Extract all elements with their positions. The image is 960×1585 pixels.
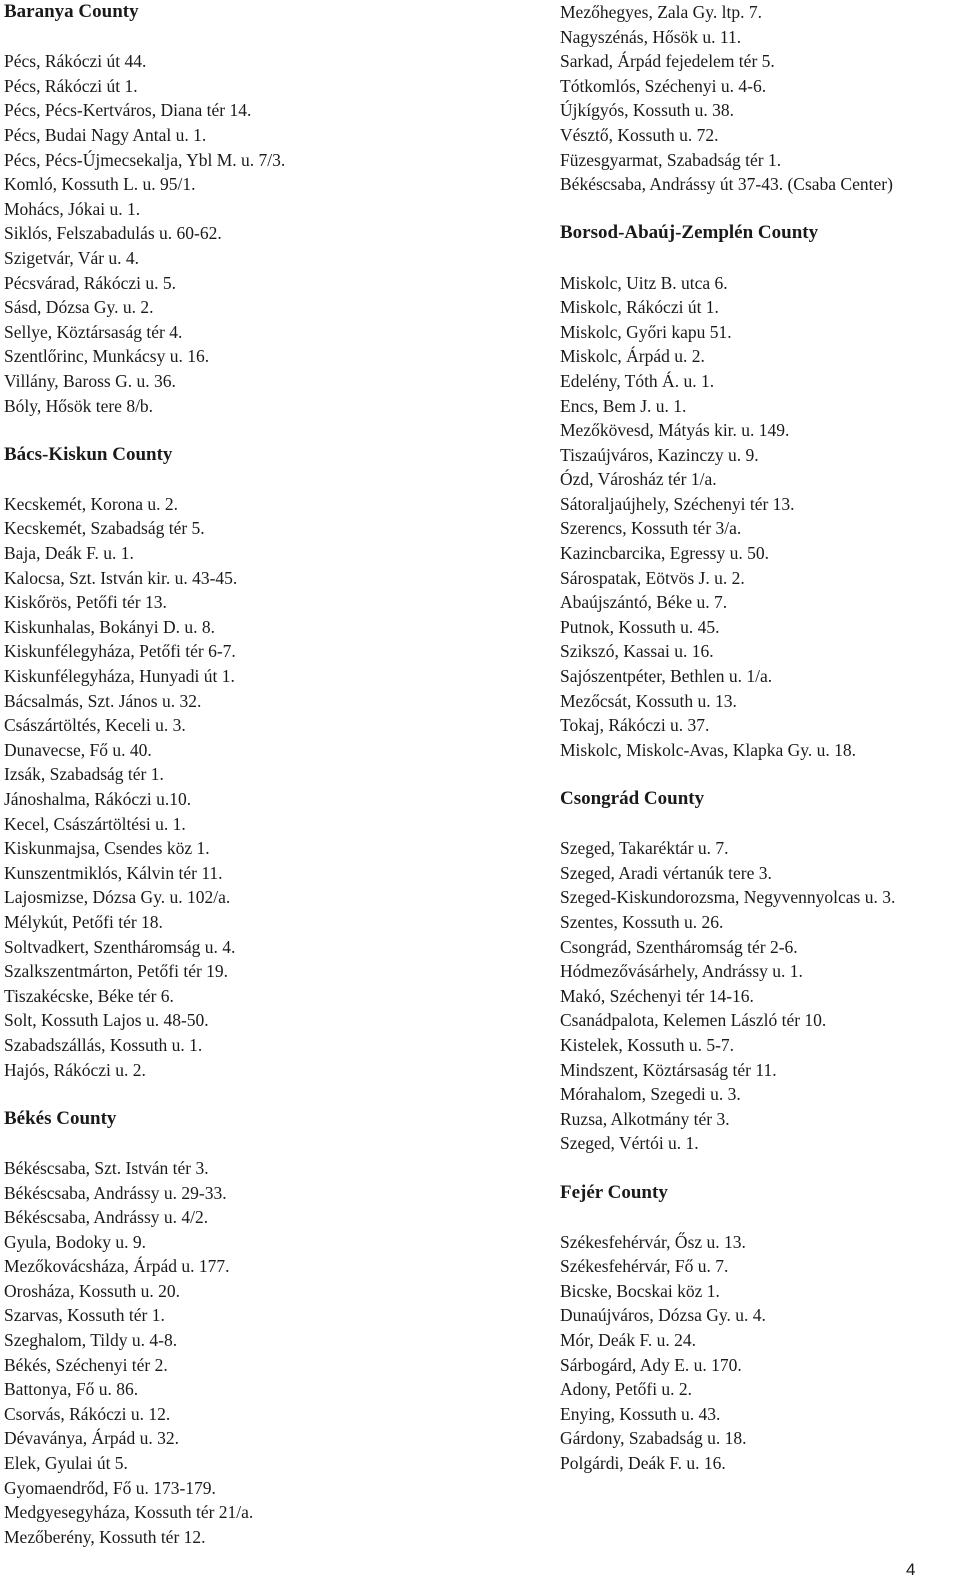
address-line: Villány, Baross G. u. 36. (4, 370, 176, 391)
address-line: Tokaj, Rákóczi u. 37. (560, 715, 710, 736)
address-line: Gyula, Bodoky u. 9. (4, 1231, 146, 1252)
address-line: Mezőhegyes, Zala Gy. ltp. 7. (560, 2, 763, 22)
address-line: Miskolc, Árpád u. 2. (560, 346, 705, 367)
address-line: Pécs, Pécs-Újmecsekalja, Ybl M. u. 7/3. (4, 149, 286, 170)
address-line: Székesfehérvár, Ősz u. 13. (560, 1231, 746, 1252)
county-heading: Baranya County (4, 1, 139, 22)
address-line: Kiskunmajsa, Csendes köz 1. (4, 838, 210, 859)
address-line: Putnok, Kossuth u. 45. (560, 616, 720, 637)
address-line: Enying, Kossuth u. 43. (560, 1403, 721, 1424)
address-line: Kalocsa, Szt. István kir. u. 43-45. (4, 567, 238, 588)
address-line: Encs, Bem J. u. 1. (560, 395, 687, 416)
address-line: Kiskunfélegyháza, Hunyadi út 1. (4, 666, 235, 687)
address-line: Bóly, Hősök tere 8/b. (4, 395, 154, 416)
county-heading: Csongrád County (560, 788, 705, 809)
page-number: 4 (906, 1560, 916, 1579)
address-line: Pécs, Budai Nagy Antal u. 1. (4, 124, 207, 145)
address-line: Mélykút, Petőfi tér 18. (4, 911, 163, 932)
address-line: Lajosmizse, Dózsa Gy. u. 102/a. (4, 887, 231, 908)
address-line: Miskolc, Rákóczi út 1. (560, 297, 719, 318)
county-section-bacs-kiskun-county (4, 418, 544, 1082)
address-line: Kazincbarcika, Egressy u. 50. (560, 543, 769, 564)
county-section-fejer-county (560, 1156, 956, 1476)
address-line: Solt, Kossuth Lajos u. 48-50. (4, 1010, 209, 1031)
address-line: Szeged-Kiskundorozsma, Negyvennyolcas u. 3. (560, 887, 896, 908)
address-line: Medgyesegyháza, Kossuth tér 21/a. (4, 1502, 254, 1523)
county-section-baranya-county (4, 0, 544, 418)
continued-address-list (560, 0, 956, 197)
address-line: Pécs, Pécs-Kertváros, Diana tér 14. (4, 100, 252, 121)
address-line: Mór, Deák F. u. 24. (560, 1330, 696, 1351)
county-heading: Békés County (4, 1107, 117, 1129)
address-line: Bicske, Bocskai köz 1. (560, 1280, 720, 1301)
county-section-bekes-county (4, 1082, 544, 1549)
section-spacer (560, 1156, 956, 1181)
address-line: Sellye, Köztársaság tér 4. (4, 321, 183, 342)
address-line: Pécs, Rákóczi út 1. (4, 75, 138, 96)
address-line: Mohács, Jókai u. 1. (4, 198, 141, 219)
address-line: Mezőkovácsháza, Árpád u. 177. (4, 1256, 230, 1277)
address-line: Gyomaendrőd, Fő u. 173-179. (4, 1477, 216, 1498)
address-line: Dévaványa, Árpád u. 32. (4, 1428, 179, 1449)
address-line: Csongrád, Szentháromság tér 2-6. (560, 936, 798, 957)
address-line: Kecel, Császártöltési u. 1. (4, 813, 186, 834)
address-line: Szeged, Takaréktár u. 7. (560, 838, 729, 859)
address-line: Gárdony, Szabadság u. 18. (560, 1428, 747, 1449)
address-line: Mindszent, Köztársaság tér 11. (560, 1059, 777, 1080)
address-line: Mezőberény, Kossuth tér 12. (4, 1526, 206, 1547)
address-line: Sárbogárd, Ady E. u. 170. (560, 1354, 742, 1375)
section-spacer (560, 197, 956, 222)
address-line: Kunszentmiklós, Kálvin tér 11. (4, 862, 223, 883)
address-line: Baja, Deák F. u. 1. (4, 543, 134, 564)
address-line: Kecskemét, Korona u. 2. (4, 493, 178, 514)
address-line: Békéscsaba, Andrássy út 37-43. (Csaba Center) (560, 174, 893, 195)
address-line: Békéscsaba, Andrássy u. 29-33. (4, 1182, 227, 1203)
address-line: Mezőkövesd, Mátyás kir. u. 149. (560, 420, 790, 441)
address-line: Sajószentpéter, Bethlen u. 1/a. (560, 666, 773, 687)
address-line: Császártöltés, Keceli u. 3. (4, 715, 186, 736)
address-line: Szikszó, Kassai u. 16. (560, 641, 714, 662)
county-section-borsod-abauj-zemplen-county (560, 197, 956, 763)
section-spacer (4, 1082, 544, 1107)
county-section-csongrad-county (560, 762, 956, 1156)
address-line: Szentlőrinc, Munkácsy u. 16. (4, 346, 210, 367)
address-line: Tiszaújváros, Kazinczy u. 9. (560, 444, 759, 465)
address-line: Szeged, Aradi vértanúk tere 3. (560, 862, 772, 883)
address-line: Mórahalom, Szegedi u. 3. (560, 1084, 741, 1105)
address-line: Miskolc, Miskolc-Avas, Klapka Gy. u. 18. (560, 739, 857, 760)
address-line: Edelény, Tóth Á. u. 1. (560, 370, 715, 391)
address-line: Jánoshalma, Rákóczi u.10. (4, 789, 192, 809)
address-line: Battonya, Fő u. 86. (4, 1379, 139, 1400)
address-line: Békés, Széchenyi tér 2. (4, 1354, 168, 1375)
address-line: Székesfehérvár, Fő u. 7. (560, 1256, 729, 1277)
address-line: Szarvas, Kossuth tér 1. (4, 1305, 165, 1326)
address-line: Sásd, Dózsa Gy. u. 2. (4, 297, 154, 318)
address-line: Komló, Kossuth L. u. 95/1. (4, 174, 196, 195)
address-line: Kiskőrös, Petőfi tér 13. (4, 592, 167, 613)
address-line: Kiskunhalas, Bokányi D. u. 8. (4, 616, 215, 637)
address-line: Ózd, Városház tér 1/a. (560, 469, 717, 490)
address-line: Csanádpalota, Kelemen László tér 10. (560, 1010, 827, 1031)
section-spacer (4, 418, 544, 443)
address-line: Dunavecse, Fő u. 40. (4, 739, 152, 760)
address-line: Újkígyós, Kossuth u. 38. (560, 100, 735, 121)
address-line: Szentes, Kossuth u. 26. (560, 911, 724, 932)
address-line: Sátoraljaújhely, Széchenyi tér 13. (560, 493, 795, 514)
address-line: Szabadszállás, Kossuth u. 1. (4, 1034, 203, 1055)
address-line: Siklós, Felszabadulás u. 60-62. (4, 223, 222, 244)
address-line: Abaújszántó, Béke u. 7. (560, 592, 728, 613)
address-line: Kiskunfélegyháza, Petőfi tér 6-7. (4, 641, 236, 662)
right-column (560, 0, 956, 1476)
address-line: Tótkomlós, Széchenyi u. 4-6. (560, 75, 767, 96)
left-column (4, 0, 544, 1549)
section-spacer (560, 762, 956, 787)
county-heading: Borsod-Abaúj-Zemplén County (560, 222, 819, 244)
county-heading: Fejér County (560, 1181, 668, 1203)
address-line: Elek, Gyulai út 5. (4, 1453, 128, 1474)
address-line: Mezőcsát, Kossuth u. 13. (560, 690, 737, 711)
address-line: Izsák, Szabadság tér 1. (4, 764, 164, 785)
address-line: Füzesgyarmat, Szabadság tér 1. (560, 149, 782, 170)
address-line: Szerencs, Kossuth tér 3/a. (560, 518, 742, 539)
address-line: Kistelek, Kossuth u. 5-7. (560, 1034, 735, 1055)
address-line: Kecskemét, Szabadság tér 5. (4, 518, 205, 539)
county-heading: Bács-Kiskun County (4, 443, 173, 465)
address-line: Békéscsaba, Andrássy u. 4/2. (4, 1207, 209, 1228)
address-line: Szalkszentmárton, Petőfi tér 19. (4, 961, 229, 982)
address-line: Soltvadkert, Szentháromság u. 4. (4, 936, 236, 957)
address-line: Miskolc, Győri kapu 51. (560, 321, 732, 342)
address-line: Békéscsaba, Szt. István tér 3. (4, 1157, 209, 1178)
address-line: Orosháza, Kossuth u. 20. (4, 1280, 180, 1301)
address-line: Hajós, Rákóczi u. 2. (4, 1059, 146, 1080)
address-line: Sarkad, Árpád fejedelem tér 5. (560, 51, 775, 72)
address-line: Miskolc, Uitz B. utca 6. (560, 272, 728, 293)
address-line: Szigetvár, Vár u. 4. (4, 247, 140, 268)
address-line: Hódmezővásárhely, Andrássy u. 1. (560, 961, 803, 982)
address-line: Dunaújváros, Dózsa Gy. u. 4. (560, 1305, 766, 1326)
address-line: Polgárdi, Deák F. u. 16. (560, 1453, 726, 1474)
address-line: Ruzsa, Alkotmány tér 3. (560, 1108, 730, 1129)
address-line: Vésztő, Kossuth u. 72. (560, 124, 719, 145)
address-line: Szeged, Vértói u. 1. (560, 1133, 699, 1154)
address-line: Csorvás, Rákóczi u. 12. (4, 1403, 171, 1424)
address-line: Makó, Széchenyi tér 14-16. (560, 985, 754, 1006)
address-line: Sárospatak, Eötvös J. u. 2. (560, 567, 745, 588)
address-line: Bácsalmás, Szt. János u. 32. (4, 690, 202, 711)
address-line: Pécs, Rákóczi út 44. (4, 51, 147, 72)
address-line: Nagyszénás, Hősök u. 11. (560, 26, 742, 47)
address-line: Pécsvárad, Rákóczi u. 5. (4, 272, 177, 293)
address-line: Adony, Petőfi u. 2. (560, 1379, 693, 1400)
address-line: Szeghalom, Tildy u. 4-8. (4, 1330, 178, 1351)
address-line: Tiszakécske, Béke tér 6. (4, 985, 174, 1006)
